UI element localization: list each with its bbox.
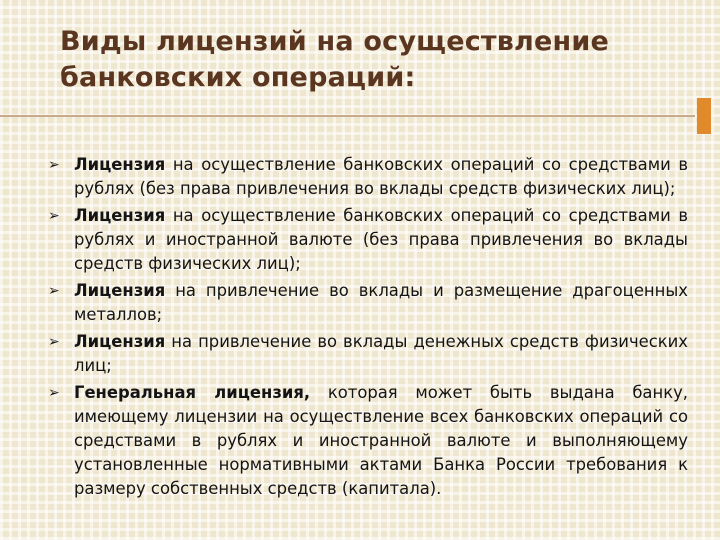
item-term: Лицензия xyxy=(74,155,166,174)
item-term: Лицензия xyxy=(74,281,166,300)
arrow-bullet-icon: ➢ xyxy=(48,283,60,299)
list-item xyxy=(48,330,688,378)
arrow-bullet-icon: ➢ xyxy=(48,385,60,401)
item-term: Лицензия xyxy=(74,206,166,225)
item-text: на осуществление банковских операций со средствами в рублях и иностранной валюте (без права привлечения во вклады средств физических лиц); xyxy=(74,206,688,273)
item-text: на осуществление банковских операций со средствами в рублях (без права привлечения во вклады средств физических лиц); xyxy=(74,155,688,198)
arrow-bullet-icon: ➢ xyxy=(48,334,60,350)
arrow-bullet-icon: ➢ xyxy=(48,208,60,224)
accent-block xyxy=(697,98,711,134)
list-item xyxy=(48,381,688,501)
list-item xyxy=(48,204,688,276)
list-item xyxy=(48,279,688,327)
item-text: на привлечение во вклады и размещение драгоценных металлов; xyxy=(74,281,688,324)
slide-title xyxy=(60,24,680,96)
license-list xyxy=(48,153,688,504)
arrow-bullet-icon: ➢ xyxy=(48,157,60,173)
item-text: на привлечение во вклады денежных средств физических лиц; xyxy=(74,332,688,375)
title-divider xyxy=(0,115,695,117)
title-line-2: банковских операций: xyxy=(60,62,416,93)
item-text: которая может быть выдана банку, имеющему лицензии на осуществление всех банковских операций со средствами в рублях и иностранной валюте и выполняющему установленные нормативными актами Банка России требования к размеру собственных средств (капитала). xyxy=(74,383,689,498)
item-term: Генеральная лицензия, xyxy=(74,383,311,402)
item-term: Лицензия xyxy=(74,332,166,351)
title-line-1: Виды лицензий на осуществление xyxy=(60,26,610,57)
list-item xyxy=(48,153,688,201)
